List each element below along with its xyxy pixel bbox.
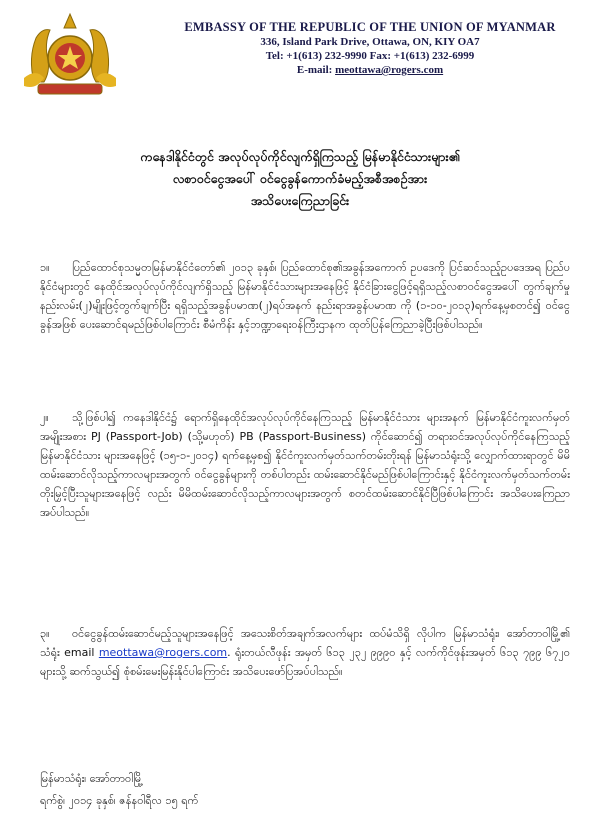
heading-line-1: ကနေဒါနိုင်ငံတွင် အလုပ်လုပ်ကိုင်လျက်ရှိကြသည့် မြန်မာနိုင်ငံသားများ၏ [140, 149, 460, 164]
email-label: E-mail: [296, 64, 333, 76]
letterhead [150, 20, 590, 77]
embassy-phone: Tel: +1(613) 232-9990 Fax: +1(613) 232-6999 [265, 50, 475, 62]
contact-email-link[interactable]: meottawa@rogers.com [98, 646, 228, 659]
embassy-email-link[interactable]: meottawa@rogers.com [335, 64, 444, 76]
signoff-office: မြန်မာသံရုံး၊ အော်တာဝါမြို့ [40, 772, 143, 785]
heading-line-3: အသိပေးကြေညာခြင်း [250, 193, 350, 208]
paragraph-text: ဝင်ငွေခွန်ထမ်းဆောင်မည့်သူများအနေဖြင့် အသေးစိတ်အချက်အလက်များ ထပ်မံသိရှိ လိုပါက မြန်မာသံရုံး၊ အော်တာဝါမြို့၏ သံရုံး email [40, 627, 570, 659]
announcement-heading [40, 146, 560, 212]
paragraph-1 [40, 258, 570, 334]
heading-line-2: လစာဝင်ငွေအပေါ် ဝင်ငွေခွန်ကောက်ခံမည့်အစီအစဉ်အား [172, 171, 428, 186]
signoff-date: ရက်စွဲ၊ ၂၀၁၄ ခုနှစ်၊ ဇန်နဝါရီလ ၁၅ ရက် [40, 794, 199, 807]
embassy-email-line [150, 63, 590, 77]
paragraph-number: ၁။ [40, 261, 50, 274]
paragraph-text: ပြည်ထောင်စုသမ္မတမြန်မာနိုင်ငံတော်၏ ၂၀၁၃ ခုနှစ်၊ ပြည်ထောင်စု၏အခွန်အကောက် ဥပဒေကို ပြင်ဆင်သည့်ဥပဒေအရ ပြည်ပနိုင်ငံများတွင် နေထိုင်အလုပ်လုပ်ကိုင်လျက်ရှိသည့် မြန်မာနိုင်ငံသားများအနေဖြင့် နိုင်ငံခြားငွေဖြင့်ရရှိသည့်လစာဝင်ငွေအပေါ် တွက်ချက်မှု နည်းလမ်း(၂)မျိုးဖြင့်တွက်ချက်ပြီး ရရှိသည့်အခွန်ပမာဏ(၂)ရပ်အနက် နည်းရာအခွန်ပမာဏ ကို (၁-၁၀-၂၀၁၃)ရက်နေ့မှစတင်၍ ဝင်ငွေခွန်အဖြစ် ပေးဆောင်ရမည်ဖြစ်ပါကြောင်း စီမံကိန်း နှင့်ဘဏ္ဍာရေးဝန်ကြီးဌာနက ထုတ်ပြန်ကြေညာခဲ့ပြီးဖြစ်ပါသည်။ [40, 261, 570, 331]
paragraph-text: သို့ဖြစ်ပါ၍ ကနေဒါနိုင်ငံ၌ ရောက်ရှိနေထိုင်အလုပ်လုပ်ကိုင်နေကြသည့် မြန်မာနိုင်ငံသား များအနက် မြန်မာနိုင်ငံကူးလက်မှတ်အမျိုးအစား PJ (Passport-Job) (သို့မဟုတ်) PB (Passport-Business) ကိုင်ဆောင်၍ တရားဝင်အလုပ်လုပ်ကိုင်နေကြသည့် မြန်မာနိုင်ငံသား များအနေဖြင့် (၁၅-၁-၂၀၁၄) ရက်နေ့မှစ၍ နိုင်ငံကူးလက်မှတ်သက်တမ်းတိုးရန် မြန်မာသံရုံးသို့ လျှောက်ထားရာတွင် မိမိထမ်းဆောင်လိုသည့်ကာလများအတွက် ဝင်ငွေခွန်များကို တစ်ပါတည်း ထမ်းဆောင်နိုင်မည်ဖြစ်ပါကြောင်းနှင့် နိုင်ငံကူးလက်မှတ်သက်တမ်းတိုးမြှင့်ပြီးသူများအနေဖြင့် လည်း မိမိထမ်းဆောင်လိုသည့်ကာလများအတွက် စတင်ထမ်းဆောင်နိုင်ပြီဖြစ်ပါကြောင်း အသိပေးကြေညာအပ်ပါသည်။ [40, 411, 570, 519]
paragraph-2 [40, 408, 570, 522]
paragraph-number: ၂။ [40, 411, 49, 424]
embassy-title: EMBASSY OF THE REPUBLIC OF THE UNION OF MYANMAR [184, 20, 556, 34]
paragraph-text-continued: . ရုံးတယ်လီဖုန်း အမှတ် ၆၁၃ ၂၃၂ ၉၉၉၀ နှင့် လက်ကိုင်ဖုန်းအမှတ် ၆၁၃ ၇၉၉ ၆၇၂၀ များသို့ ဆက်သွယ်၍ စုံစမ်းမေးမြန်းနိုင်ပါကြောင်း အသိပေးဖော်ပြအပ်ပါသည်။ [40, 646, 570, 678]
paragraph-3 [40, 624, 570, 681]
paragraph-number: ၃။ [40, 627, 50, 640]
signoff [40, 768, 198, 812]
embassy-address: 336, Island Park Drive, Ottawa, ON, KIY OA7 [260, 36, 480, 48]
state-seal-icon [14, 8, 126, 100]
